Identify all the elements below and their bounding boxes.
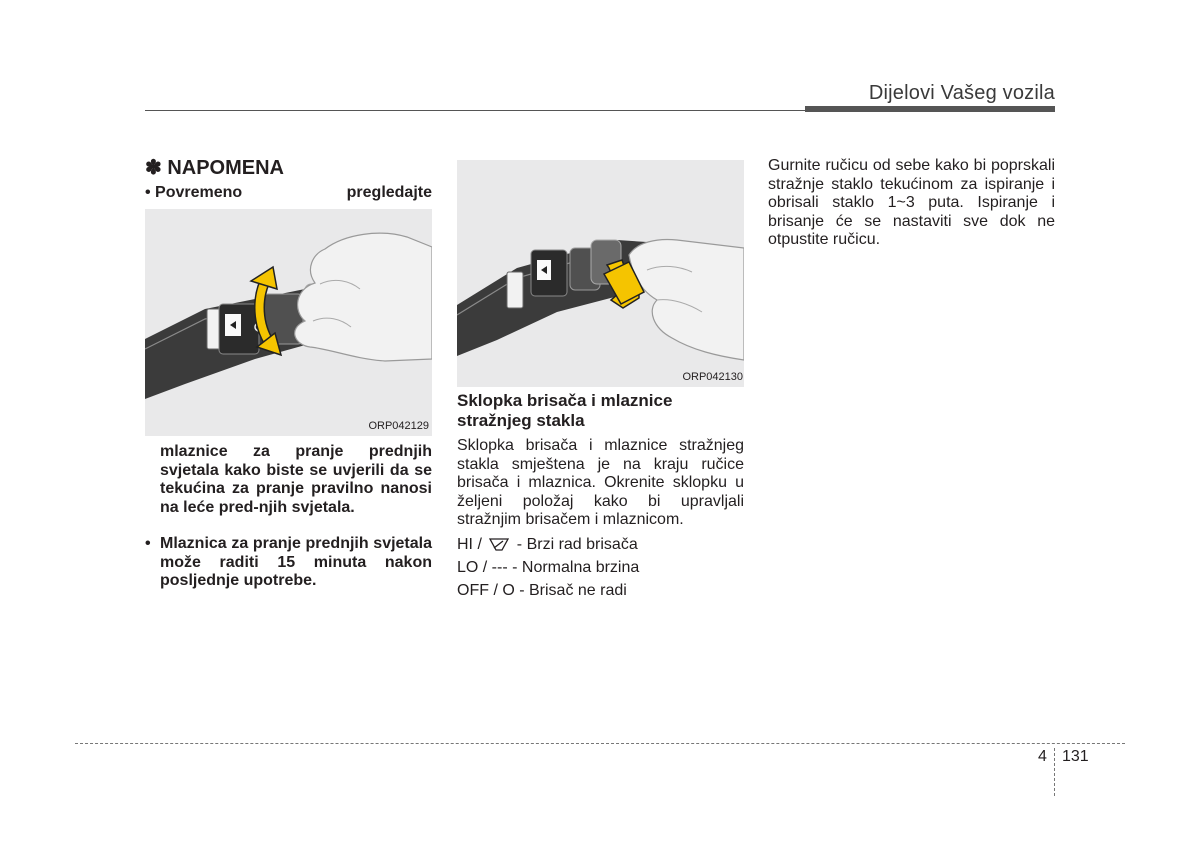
- chapter-number: 4: [1038, 748, 1047, 765]
- footer-vertical-divider: [1054, 748, 1055, 796]
- page-number: 131: [1062, 748, 1089, 765]
- right-column-paragraph: Gurnite ručicu od sebe kako bi poprskali stražnje staklo tekućinom za ispiranje i obrisali staklo 1~3 puta. Ispiranje i brisanje će se nastaviti sve dok ne otpustite ručicu.: [768, 157, 1055, 248]
- section-header-title: Dijelovi Vašeg vozila: [868, 82, 1055, 104]
- note-bullet-2-text: Mlaznica za pranje prednjih svjetala može raditi 15 minuta nakon posljednje upotrebe.: [160, 535, 432, 589]
- header-rule-thin: [145, 110, 805, 111]
- wiper-icon: [488, 536, 510, 552]
- mode-hi-line: [457, 536, 744, 554]
- section-body: Sklopka brisača i mlaznice stražnjeg stakla smještena je na kraju ručice brisača i mlaznica. Okrenite sklopku u željeni položaj kako bi upravljali stražnjim brisačem i mlaznicom.: [457, 437, 744, 528]
- note-title: ✽ NAPOMENA: [145, 157, 284, 179]
- wiper-stalk-rotate-illustration: [145, 209, 432, 436]
- note-bullet-1-continuation: mlaznice za pranje prednjih svjetala kako biste se uvjerili da se tekućina za pranje pravilno nanosi na leće pred-njih svjetala.: [160, 443, 432, 516]
- mode-hi-suffix: - Brzi rad brisača: [516, 536, 638, 553]
- wiper-stalk-push-illustration: [457, 160, 744, 387]
- note-bullet-1-first-line: [145, 184, 432, 203]
- mode-hi-prefix: HI /: [457, 536, 482, 553]
- note-bullet-2-marker: •: [145, 535, 151, 552]
- figure-code-left: ORP042129: [368, 420, 429, 432]
- note-bullet-1-word-2: pregledajte: [346, 184, 432, 201]
- footer-dashed-rule: [75, 743, 1125, 744]
- mode-off-line: OFF / O - Brisač ne radi: [457, 582, 627, 599]
- figure-wiper-stalk-rotate: [145, 209, 432, 436]
- mode-lo-line: LO / --- - Normalna brzina: [457, 559, 640, 576]
- figure-wiper-stalk-push: [457, 160, 744, 387]
- figure-code-right: ORP042130: [682, 371, 743, 383]
- note-bullet-2: [145, 535, 432, 589]
- section-title: Sklopka brisača i mlaznice stražnjeg stakla: [457, 391, 673, 430]
- header-rule-thick: [805, 106, 1055, 112]
- note-bullet-1-word-1: • Povremeno: [145, 184, 243, 201]
